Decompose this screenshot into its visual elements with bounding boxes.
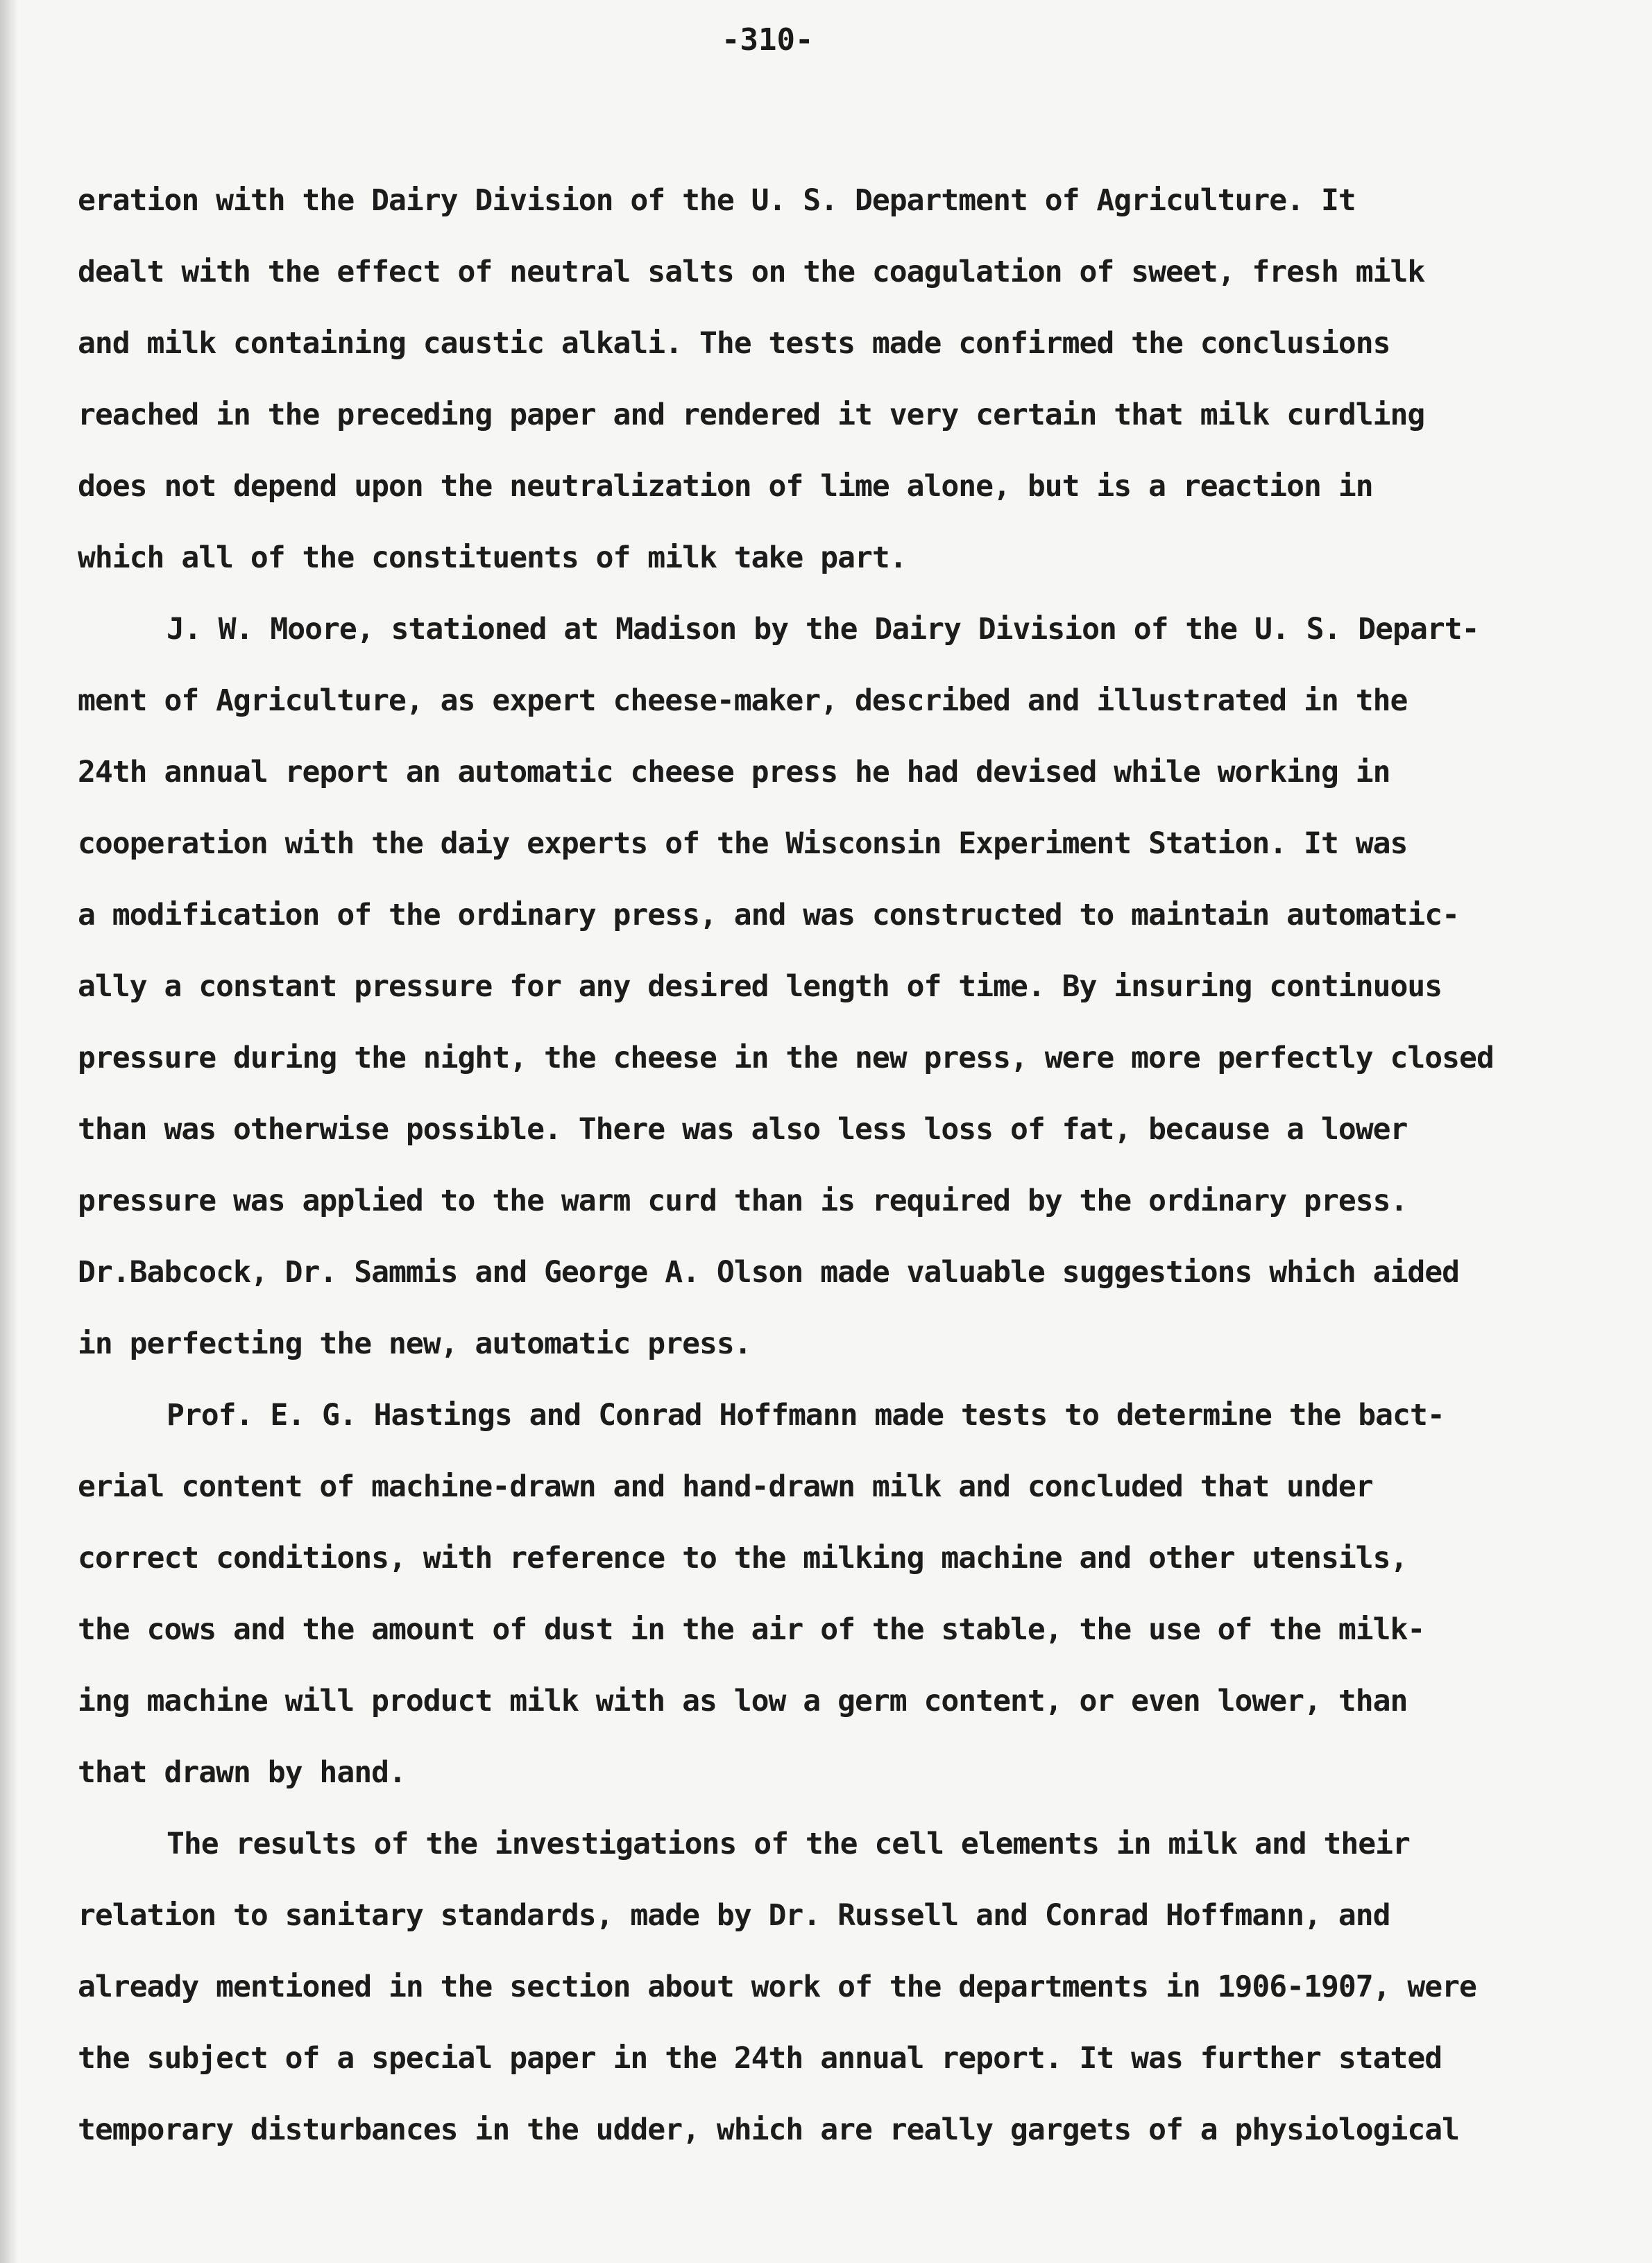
text-line: which all of the constituents of milk take part. [78,540,907,575]
text-line: that drawn by hand. [78,1755,406,1790]
paragraph [78,1809,1562,2166]
text-line: ment of Agriculture, as expert cheese-maker, described and illustrated in the [78,683,1408,718]
text-line: a modification of the ordinary press, and was constructed to maintain automatic- [78,898,1460,932]
text-line: already mentioned in the section about work of the departments in 1906-1907, were [78,1970,1476,2004]
scan-edge-shadow [0,0,18,2263]
text-line: dealt with the effect of neutral salts on the coagulation of sweet, fresh milk [78,255,1425,289]
text-line: Dr.Babcock, Dr. Sammis and George A. Olson made valuable suggestions which aided [78,1255,1460,1290]
body-text [78,165,1562,2166]
text-line: Prof. E. G. Hastings and Conrad Hoffmann made tests to determine the bact- [167,1398,1445,1433]
paragraph [78,1380,1562,1809]
paragraph [78,594,1562,1380]
text-line: 24th annual report an automatic cheese press he had devised while working in [78,755,1390,789]
text-line: J. W. Moore, stationed at Madison by the Dairy Division of the U. S. Depart- [167,612,1479,647]
text-line: in perfecting the new, automatic press. [78,1326,751,1361]
text-line: than was otherwise possible. There was also less loss of fat, because a lower [78,1112,1408,1147]
text-line: and milk containing caustic alkali. The tests made confirmed the conclusions [78,326,1390,361]
text-line: erial content of machine-drawn and hand-drawn milk and concluded that under [78,1469,1373,1504]
text-line: the cows and the amount of dust in the air of the stable, the use of the milk- [78,1612,1425,1647]
page-number: -310- [722,22,814,58]
text-line: temporary disturbances in the udder, which are really gargets of a physiological [78,2112,1460,2147]
text-line: cooperation with the daiy experts of the Wisconsin Experiment Station. It was [78,826,1408,861]
text-line: relation to sanitary standards, made by Dr. Russell and Conrad Hoffmann, and [78,1898,1390,1933]
text-line: does not depend upon the neutralization of lime alone, but is a reaction in [78,469,1373,504]
text-line: correct conditions, with reference to the milking machine and other utensils, [78,1541,1408,1575]
text-line: eration with the Dairy Division of the U. S. Department of Agriculture. It [78,183,1356,218]
paragraph [78,165,1562,594]
text-line: The results of the investigations of the cell elements in milk and their [167,1827,1410,1861]
text-line: pressure was applied to the warm curd than is required by the ordinary press. [78,1184,1408,1218]
text-line: ing machine will product milk with as low a germ content, or even lower, than [78,1684,1408,1718]
text-line: reached in the preceding paper and rendered it very certain that milk curdling [78,398,1425,432]
text-line: pressure during the night, the cheese in the new press, were more perfectly closed [78,1041,1494,1075]
text-line: ally a constant pressure for any desired length of time. By insuring continuous [78,969,1442,1004]
text-line: the subject of a special paper in the 24th annual report. It was further stated [78,2041,1442,2076]
